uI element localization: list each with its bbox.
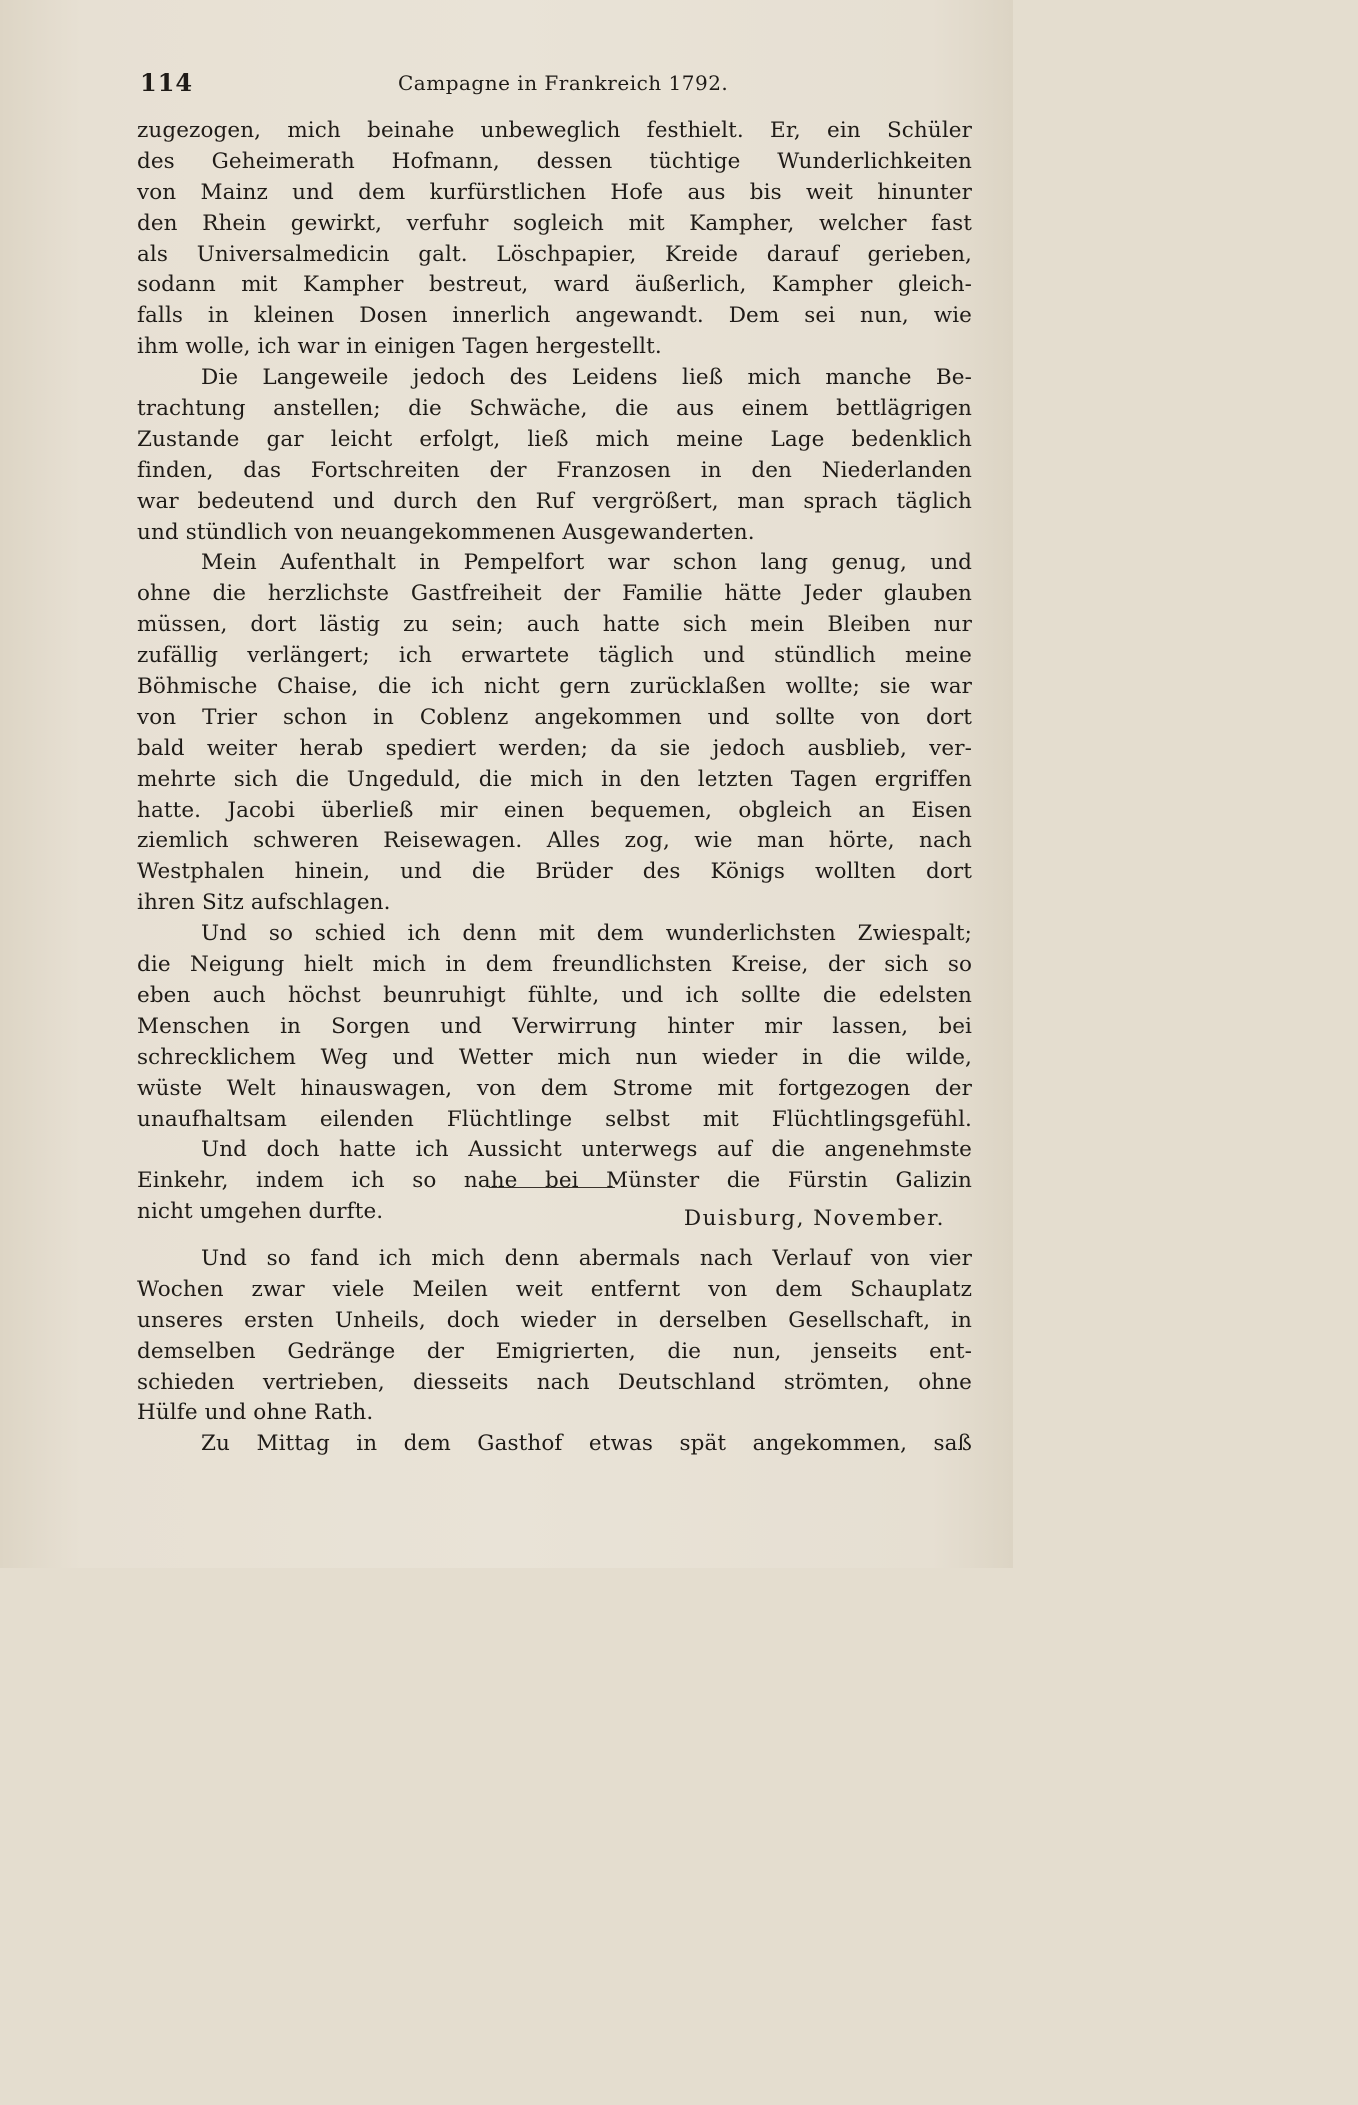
body-text (137, 116, 972, 1228)
text-line: schrecklichem Weg und Wetter mich nun wieder in die wilde, (137, 1044, 972, 1070)
text-line: Und so schied ich denn mit dem wunderlichsten Zwiespalt; (201, 921, 972, 947)
text-line: hatte. Jacobi überließ mir einen bequemen, obgleich an Eisen (137, 797, 972, 823)
text-line: Westphalen hinein, und die Brüder des Königs wollten dort (137, 859, 972, 885)
text-line: die Neigung hielt mich in dem freundlichsten Kreise, der sich so (137, 952, 972, 978)
text-line: müssen, dort lästig zu sein; auch hatte sich mein Bleiben nur (137, 612, 972, 638)
text-line: ziemlich schweren Reisewagen. Alles zog, wie man hörte, nach (137, 828, 972, 854)
text-line: Zu Mittag in dem Gasthof etwas spät angekommen, saß (201, 1431, 972, 1457)
dateline: Duisburg, November. (683, 1206, 945, 1231)
page-number: 114 (140, 68, 194, 97)
text-line: wüste Welt hinauswagen, von dem Strome mit fortgezogen der (137, 1075, 972, 1101)
text-line: Die Langeweile jedoch des Leidens ließ mich manche Be- (201, 365, 972, 391)
text-line: mehrte sich die Ungeduld, die mich in den letzten Tagen ergriffen (137, 766, 972, 792)
text-line: finden, das Fortschreiten der Franzosen in den Niederlanden (137, 457, 972, 483)
section-divider-rule (489, 1187, 615, 1188)
text-line: zugezogen, mich beinahe unbeweglich festhielt. Er, ein Schüler (137, 118, 972, 143)
text-line: sodann mit Kampher bestreut, ward äußerlich, Kampher gleich- (137, 272, 972, 298)
text-line: eben auch höchst beunruhigt fühlte, und ich sollte die edelsten (137, 982, 972, 1008)
text-line: und stündlich von neuangekommenen Ausgewanderten. (137, 519, 755, 545)
running-title: Campagne in Frankreich 1792. (398, 71, 729, 95)
text-line: Einkehr, indem ich so nahe bei Münster die Fürstin Galizin (137, 1168, 972, 1194)
body-text-continued (137, 1244, 972, 1460)
text-line: war bedeutend und durch den Ruf vergrößert, man sprach täglich (137, 488, 972, 514)
text-line: Menschen in Sorgen und Verwirrung hinter mir lassen, bei (137, 1013, 972, 1039)
text-line: Böhmische Chaise, die ich nicht gern zurücklaßen wollte; sie war (137, 674, 972, 700)
text-line: von Mainz und dem kurfürstlichen Hofe aus bis weit hinunter (137, 179, 972, 205)
text-line: bald weiter herab spediert werden; da sie jedoch ausblieb, ver- (137, 735, 972, 761)
text-line: zufällig verlängert; ich erwartete täglich und stündlich meine (137, 643, 972, 669)
text-line: Hülfe und ohne Rath. (137, 1400, 374, 1426)
text-line: falls in kleinen Dosen innerlich angewandt. Dem sei nun, wie (137, 303, 972, 329)
text-line: ohne die herzlichste Gastfreiheit der Familie hätte Jeder glauben (137, 581, 972, 607)
text-line: Mein Aufenthalt in Pempelfort war schon lang genug, und (201, 550, 972, 576)
text-line: von Trier schon in Coblenz angekommen und sollte von dort (137, 704, 972, 730)
text-line: nicht umgehen durfte. (137, 1199, 384, 1225)
text-line: unaufhaltsam eilenden Flüchtlinge selbst mit Flüchtlingsgefühl. (137, 1106, 972, 1132)
text-line: schieden vertrieben, diesseits nach Deutschland strömten, ohne (137, 1369, 972, 1395)
text-line: demselben Gedränge der Emigrierten, die nun, jenseits ent- (137, 1338, 972, 1364)
text-line: Zustande gar leicht erfolgt, ließ mich meine Lage bedenklich (137, 426, 972, 452)
text-line: unseres ersten Unheils, doch wieder in derselben Gesellschaft, in (137, 1307, 972, 1333)
running-head (140, 68, 970, 102)
text-line: des Geheimerath Hofmann, dessen tüchtige Wunderlichkeiten (137, 148, 972, 174)
text-line: den Rhein gewirkt, verfuhr sogleich mit Kampher, welcher fast (137, 210, 972, 236)
text-line: ihren Sitz aufschlagen. (137, 890, 391, 916)
text-line: als Universalmedicin galt. Löschpapier, Kreide darauf gerieben, (137, 241, 972, 267)
text-line: Und so fand ich mich denn abermals nach Verlauf von vier (201, 1246, 972, 1271)
text-line: trachtung anstellen; die Schwäche, die aus einem bettlägrigen (137, 396, 972, 422)
text-line: Und doch hatte ich Aussicht unterwegs auf die angenehmste (201, 1137, 972, 1163)
text-line: ihm wolle, ich war in einigen Tagen hergestellt. (137, 334, 662, 360)
text-line: Wochen zwar viele Meilen weit entfernt von dem Schauplatz (137, 1276, 972, 1302)
